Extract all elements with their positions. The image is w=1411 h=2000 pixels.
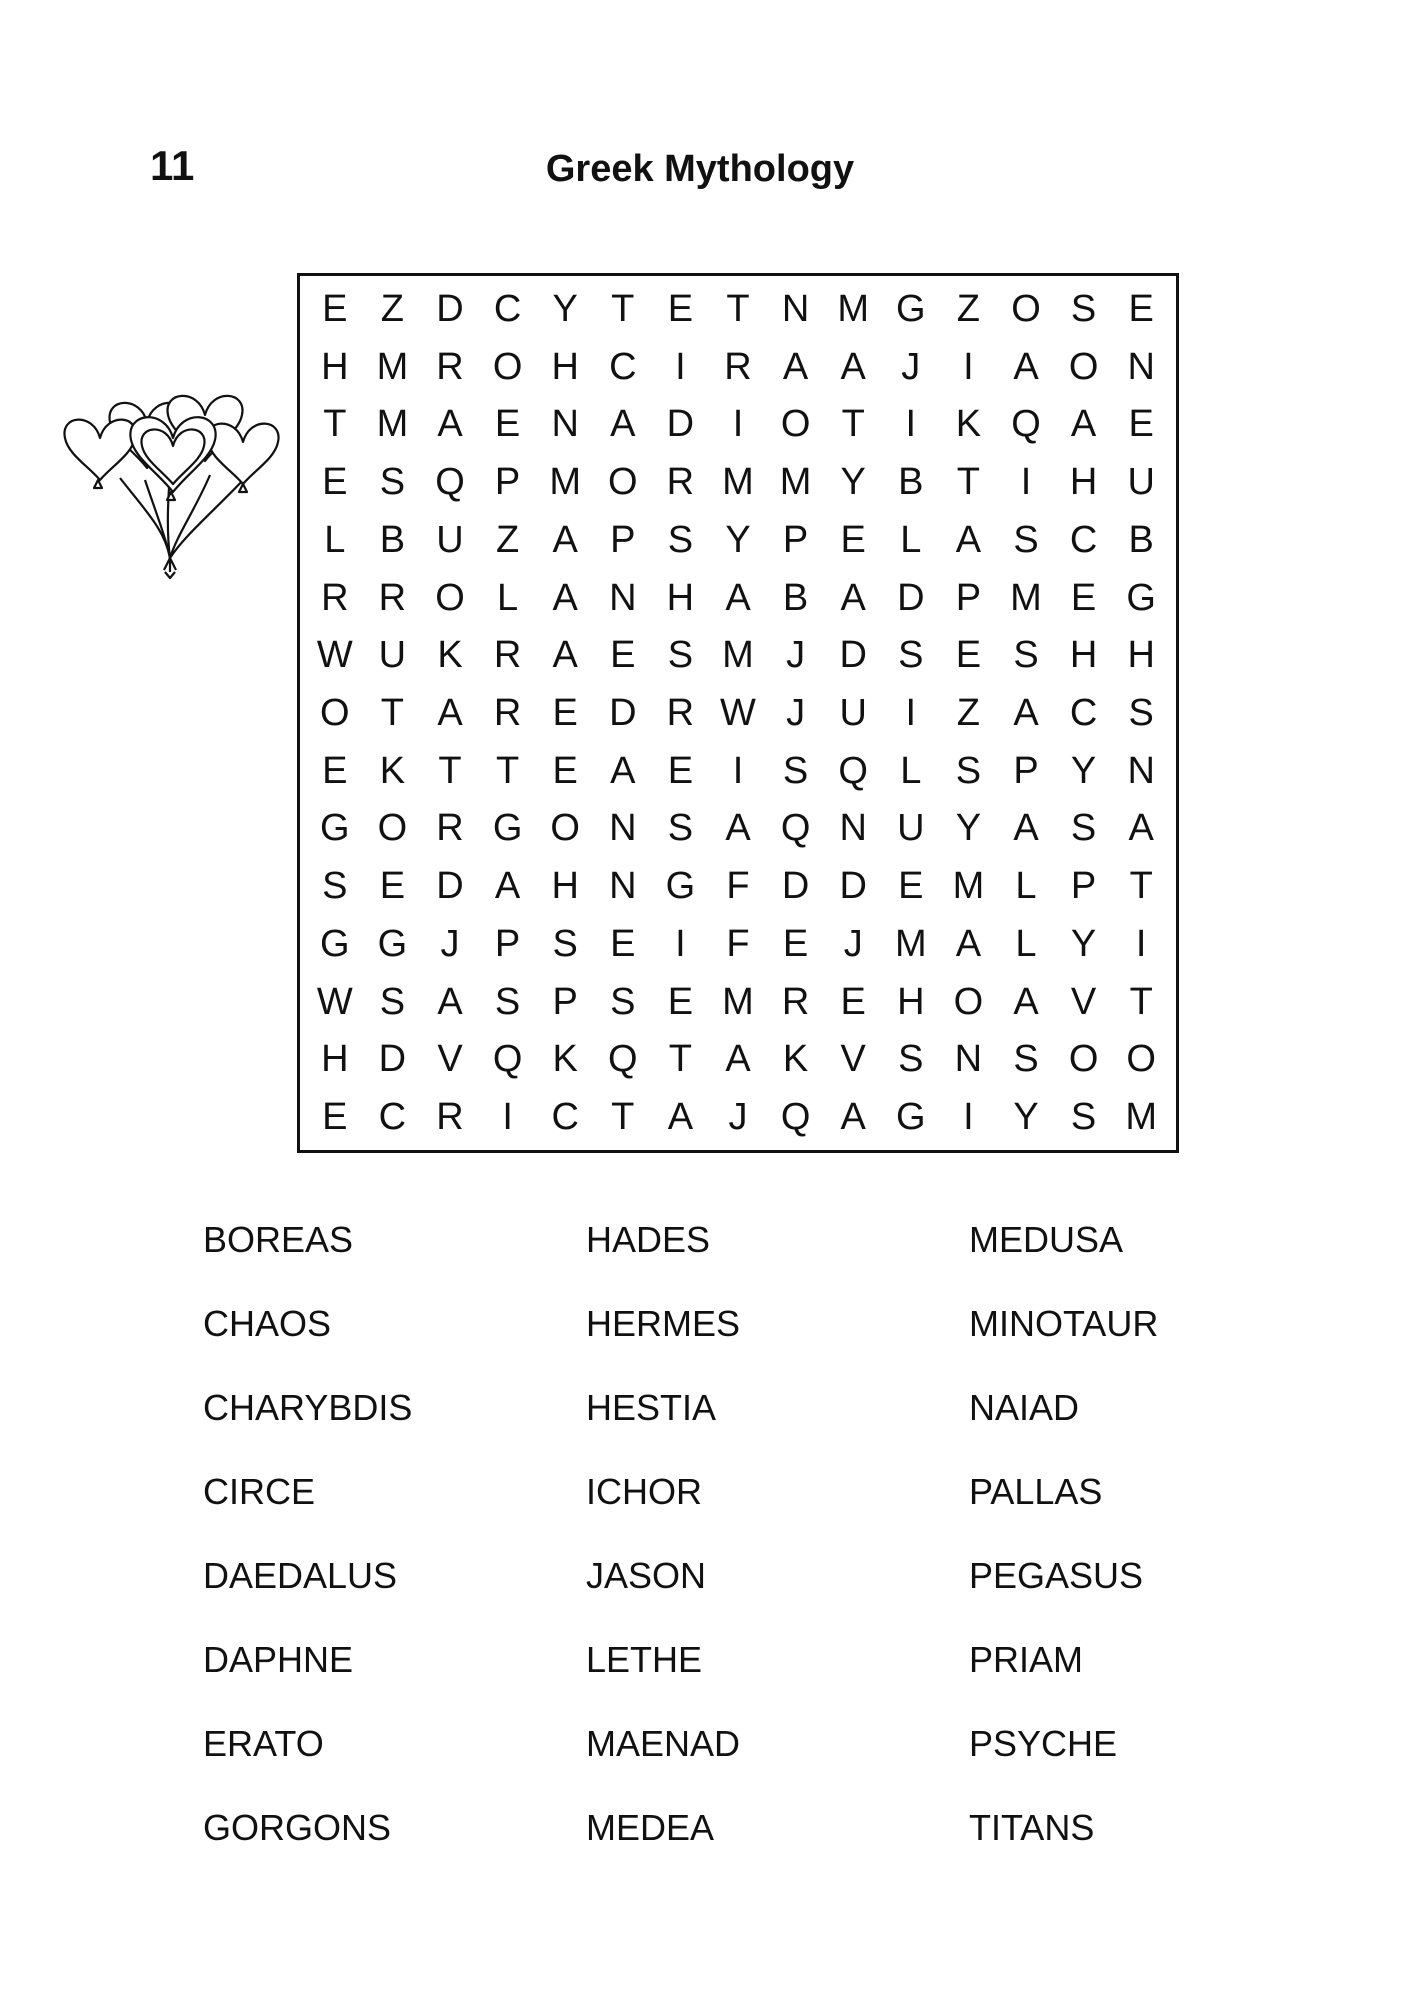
grid-letter: L xyxy=(1015,865,1037,908)
grid-letter: N xyxy=(954,1038,983,1081)
word-list-item: CIRCE xyxy=(203,1471,316,1512)
grid-letter: E xyxy=(1128,287,1154,330)
grid-letter: M xyxy=(837,287,870,330)
grid-letter: O xyxy=(492,345,523,388)
grid-letter: F xyxy=(726,922,750,965)
grid-letter: D xyxy=(839,634,867,677)
grid-letter: J xyxy=(843,922,863,965)
grid-letter: E xyxy=(322,1096,348,1139)
grid-letter: R xyxy=(321,576,349,619)
word-list-item: PRIAM xyxy=(969,1639,1084,1680)
grid-letter: A xyxy=(840,576,866,619)
grid-letter: A xyxy=(725,807,751,850)
word-list-item: PALLAS xyxy=(969,1471,1103,1512)
grid-letter: T xyxy=(956,461,980,504)
word-list-item: NAIAD xyxy=(969,1387,1080,1428)
grid-letter: L xyxy=(1015,922,1037,965)
grid-letter: D xyxy=(609,691,637,734)
grid-letter: E xyxy=(379,865,406,908)
grid-letter: L xyxy=(324,518,346,561)
grid-letter: A xyxy=(1013,345,1039,388)
grid-letter: I xyxy=(905,403,917,446)
grid-letter: B xyxy=(379,518,406,561)
grid-letter: L xyxy=(497,576,519,619)
grid-letter: A xyxy=(1013,691,1039,734)
grid-letter: P xyxy=(494,922,521,965)
grid-letter: E xyxy=(667,980,694,1023)
grid-letter: T xyxy=(668,1038,692,1081)
grid-letter: K xyxy=(552,1038,578,1081)
grid-letter: E xyxy=(552,691,578,734)
grid-letter: T xyxy=(438,749,462,792)
grid-letter: A xyxy=(1013,807,1039,850)
grid-letter: G xyxy=(492,807,523,850)
word-column-2 xyxy=(586,1212,906,1884)
word-list-item: MEDEA xyxy=(586,1807,715,1848)
grid-letter: Z xyxy=(495,518,520,561)
grid-letter: R xyxy=(666,461,695,504)
grid-letter: D xyxy=(781,865,810,908)
grid-letter: R xyxy=(378,576,407,619)
grid-letter: E xyxy=(1070,576,1097,619)
grid-letter: C xyxy=(609,345,637,388)
grid-letter: E xyxy=(322,287,348,330)
grid-letter: B xyxy=(898,461,924,504)
grid-letter: S xyxy=(379,980,406,1023)
grid-letter: A xyxy=(725,576,751,619)
grid-letter: U xyxy=(1127,461,1155,504)
grid-letter: A xyxy=(840,1096,866,1139)
word-list-item: HADES xyxy=(586,1219,711,1260)
grid-letter: I xyxy=(963,1096,974,1139)
word-list xyxy=(203,1212,1203,1852)
grid-letter: I xyxy=(732,403,744,446)
grid-letter: S xyxy=(552,922,578,965)
grid-letter: E xyxy=(552,749,578,792)
word-list-item: PEGASUS xyxy=(969,1555,1144,1596)
grid-letter: A xyxy=(955,518,982,561)
grid-letter: I xyxy=(1020,461,1032,504)
grid-letter: P xyxy=(955,576,982,619)
grid-letter: E xyxy=(322,749,348,792)
grid-letter: S xyxy=(667,518,694,561)
word-list-item: ICHOR xyxy=(586,1471,702,1512)
word-list-item: DAPHNE xyxy=(203,1639,354,1680)
grid-letter: Y xyxy=(840,461,866,504)
grid-letter: O xyxy=(550,807,580,850)
grid-letter: I xyxy=(675,345,686,388)
grid-letter: Q xyxy=(492,1038,523,1081)
grid-letter: R xyxy=(436,807,464,850)
grid-letter: N xyxy=(781,287,810,330)
grid-letter: P xyxy=(1013,749,1039,792)
grid-letter: T xyxy=(611,1096,635,1139)
grid-letter: J xyxy=(786,634,806,677)
grid-letter: A xyxy=(1070,403,1097,446)
grid-letter: M xyxy=(549,461,582,504)
grid-letter: A xyxy=(955,922,982,965)
grid-letter: N xyxy=(609,865,637,908)
grid-letter: C xyxy=(493,287,522,330)
word-list-item: GORGONS xyxy=(203,1807,392,1848)
grid-letter: G xyxy=(896,287,926,330)
grid-letter: H xyxy=(666,576,695,619)
grid-letter: E xyxy=(898,865,924,908)
grid-letter: Z xyxy=(956,691,980,734)
grid-letter: O xyxy=(1068,345,1099,388)
grid-letter: S xyxy=(1070,287,1097,330)
word-list-item: PSYCHE xyxy=(969,1723,1118,1764)
grid-letter: A xyxy=(437,691,463,734)
grid-letter: S xyxy=(1013,518,1039,561)
grid-letter: D xyxy=(378,1038,407,1081)
grid-letter: T xyxy=(380,691,404,734)
grid-letter: M xyxy=(722,980,754,1023)
grid-letter: S xyxy=(322,865,348,908)
grid-letter: H xyxy=(551,865,579,908)
grid-letter: T xyxy=(323,403,347,446)
word-column-1 xyxy=(203,1212,523,1884)
grid-letter: S xyxy=(1070,807,1097,850)
grid-letter: I xyxy=(905,691,917,734)
grid-letter: J xyxy=(440,922,460,965)
grid-letter: T xyxy=(726,287,750,330)
grid-letter: M xyxy=(376,403,409,446)
grid-letter: U xyxy=(839,691,867,734)
page-title: Greek Mythology xyxy=(545,148,855,190)
grid-letter: L xyxy=(900,518,922,561)
page-number: 11 xyxy=(150,142,195,189)
grid-letter: P xyxy=(610,518,636,561)
word-list-item: MINOTAUR xyxy=(969,1303,1159,1344)
grid-letter: S xyxy=(667,807,694,850)
grid-letter: E xyxy=(667,287,694,330)
grid-letter: E xyxy=(494,403,521,446)
grid-letter: A xyxy=(437,980,463,1023)
grid-letter: Q xyxy=(608,1038,638,1081)
grid-letter: Y xyxy=(1013,1096,1039,1139)
grid-letter: S xyxy=(1013,634,1039,677)
grid-letter: K xyxy=(955,403,982,446)
grid-letter: A xyxy=(610,749,636,792)
grid-letter: K xyxy=(782,1038,809,1081)
grid-letter: N xyxy=(839,807,867,850)
grid-letter: V xyxy=(840,1038,866,1081)
grid-letter: A xyxy=(494,865,521,908)
grid-letter: S xyxy=(610,980,636,1023)
grid-letter: R xyxy=(781,980,810,1023)
word-list-item: JASON xyxy=(586,1555,707,1596)
grid-letter: P xyxy=(1070,865,1097,908)
word-list-item: MEDUSA xyxy=(969,1219,1124,1260)
grid-letter: A xyxy=(840,345,866,388)
grid-letter: I xyxy=(1135,922,1147,965)
grid-letter: B xyxy=(782,576,809,619)
grid-letter: T xyxy=(1129,865,1153,908)
grid-letter: C xyxy=(378,1096,407,1139)
grid-letter: M xyxy=(376,345,409,388)
grid-letter: Z xyxy=(380,287,404,330)
grid-letter: V xyxy=(437,1038,463,1081)
grid-letter: J xyxy=(901,345,921,388)
grid-letter: S xyxy=(667,634,694,677)
grid-letter: R xyxy=(724,345,752,388)
grid-letter: B xyxy=(1128,518,1154,561)
grid-letter: R xyxy=(666,691,695,734)
grid-letter: J xyxy=(786,691,806,734)
grid-letter: A xyxy=(1013,980,1039,1023)
grid-letter: T xyxy=(611,287,635,330)
grid-letter: Y xyxy=(1070,922,1097,965)
grid-letter: S xyxy=(1013,1038,1039,1081)
grid-letter: M xyxy=(952,865,985,908)
word-list-item: CHARYBDIS xyxy=(203,1387,413,1428)
grid-letter: M xyxy=(722,461,754,504)
grid-letter: W xyxy=(316,980,353,1023)
grid-letter: U xyxy=(378,634,407,677)
grid-letter: O xyxy=(1011,287,1041,330)
grid-letter: E xyxy=(840,518,866,561)
grid-letter: A xyxy=(667,1096,694,1139)
grid-letter: Z xyxy=(956,287,980,330)
grid-letter: G xyxy=(896,1096,926,1139)
word-column-3 xyxy=(969,1212,1289,1884)
word-list-item: HERMES xyxy=(586,1303,741,1344)
grid-letter: O xyxy=(608,461,638,504)
grid-letter: M xyxy=(1010,576,1042,619)
grid-letter: S xyxy=(379,461,406,504)
grid-letter: C xyxy=(1069,518,1098,561)
grid-letter: I xyxy=(732,749,744,792)
heart-balloons-icon xyxy=(55,360,285,590)
grid-letter: Q xyxy=(1011,403,1041,446)
grid-letter: I xyxy=(675,922,686,965)
grid-letter: Y xyxy=(1070,749,1097,792)
grid-letter: C xyxy=(551,1096,579,1139)
grid-letter: A xyxy=(1128,807,1154,850)
word-list-item: DAEDALUS xyxy=(203,1555,398,1596)
grid-letter: H xyxy=(321,345,349,388)
grid-letter: T xyxy=(1129,980,1153,1023)
grid-letter: G xyxy=(665,865,696,908)
word-list-item: LETHE xyxy=(586,1639,703,1680)
grid-letter: S xyxy=(1128,691,1154,734)
grid-letter: E xyxy=(955,634,982,677)
grid-letter: H xyxy=(1069,461,1098,504)
grid-letter: A xyxy=(725,1038,751,1081)
grid-letter: H xyxy=(551,345,579,388)
grid-letter: K xyxy=(437,634,463,677)
grid-letter: P xyxy=(494,461,521,504)
grid-letter: I xyxy=(502,1096,513,1139)
grid-letter: W xyxy=(316,634,353,677)
grid-letter: E xyxy=(667,749,694,792)
grid-letter: R xyxy=(493,691,522,734)
grid-letter: O xyxy=(435,576,465,619)
grid-letter: H xyxy=(897,980,925,1023)
grid-letter: N xyxy=(1127,749,1155,792)
grid-letter: S xyxy=(782,749,809,792)
grid-letter: O xyxy=(377,807,408,850)
grid-letter: U xyxy=(897,807,925,850)
grid-letter: E xyxy=(782,922,809,965)
grid-letter: M xyxy=(722,634,754,677)
grid-letter: S xyxy=(955,749,982,792)
grid-letter: O xyxy=(1126,1038,1156,1081)
grid-letter: O xyxy=(1068,1038,1099,1081)
grid-letter: D xyxy=(436,865,464,908)
grid-letter: Y xyxy=(725,518,751,561)
grid-letter: E xyxy=(840,980,866,1023)
grid-letter: E xyxy=(1128,403,1154,446)
grid-letter: S xyxy=(898,634,924,677)
grid-letter: R xyxy=(436,345,464,388)
grid-letter: C xyxy=(1069,691,1098,734)
grid-letter: M xyxy=(1125,1096,1158,1139)
grid-letter: N xyxy=(1127,345,1155,388)
word-list-item: BOREAS xyxy=(203,1219,354,1260)
grid-letter: D xyxy=(666,403,695,446)
grid-letter: Q xyxy=(780,1096,811,1139)
grid-letter: A xyxy=(552,634,578,677)
grid-letter: E xyxy=(610,634,636,677)
grid-letter: H xyxy=(1069,634,1098,677)
grid-letter: G xyxy=(320,807,350,850)
grid-letter: A xyxy=(610,403,636,446)
word-list-item: MAENAD xyxy=(586,1723,741,1764)
grid-letter: S xyxy=(898,1038,924,1081)
grid-letter: O xyxy=(780,403,811,446)
grid-letter: M xyxy=(779,461,812,504)
grid-letter: Q xyxy=(780,807,811,850)
grid-letter: Y xyxy=(955,807,982,850)
grid-letter: A xyxy=(552,576,578,619)
grid-letter: N xyxy=(609,576,637,619)
grid-letter: L xyxy=(900,749,922,792)
grid-letter: T xyxy=(841,403,865,446)
grid-letter: T xyxy=(495,749,520,792)
grid-letter: H xyxy=(321,1038,349,1081)
grid-letter: D xyxy=(897,576,925,619)
grid-letter: K xyxy=(379,749,406,792)
word-list-item: HESTIA xyxy=(586,1387,717,1428)
grid-letter: P xyxy=(552,980,578,1023)
grid-letter: E xyxy=(322,461,348,504)
grid-letter: Y xyxy=(552,287,578,330)
grid-letter: Q xyxy=(838,749,868,792)
grid-letter: J xyxy=(728,1096,748,1139)
grid-letter: D xyxy=(839,865,867,908)
word-search-grid xyxy=(297,273,1179,1153)
grid-letter: E xyxy=(610,922,636,965)
grid-letter: A xyxy=(552,518,578,561)
grid-letter: G xyxy=(1126,576,1156,619)
grid-letter: P xyxy=(782,518,809,561)
grid-letter: R xyxy=(493,634,522,677)
grid-letter: F xyxy=(726,865,750,908)
grid-letter: A xyxy=(437,403,463,446)
grid-letter: O xyxy=(953,980,984,1023)
word-list-item: ERATO xyxy=(203,1723,324,1764)
grid-letter: V xyxy=(1070,980,1097,1023)
grid-letter: N xyxy=(551,403,579,446)
word-list-item: TITANS xyxy=(969,1807,1095,1848)
grid-letter: S xyxy=(1070,1096,1097,1139)
grid-letter: R xyxy=(436,1096,464,1139)
grid-letter: Q xyxy=(435,461,465,504)
grid-letter: W xyxy=(720,691,756,734)
word-list-item: CHAOS xyxy=(203,1303,332,1344)
grid-letter: S xyxy=(494,980,521,1023)
grid-letter: U xyxy=(436,518,464,561)
grid-letter: M xyxy=(894,922,927,965)
grid-letter: D xyxy=(436,287,464,330)
grid-letter: A xyxy=(782,345,809,388)
grid-letter: G xyxy=(377,922,408,965)
grid-letter: O xyxy=(320,691,350,734)
grid-letter: H xyxy=(1127,634,1155,677)
grid-letter: G xyxy=(320,922,350,965)
grid-letter: I xyxy=(963,345,974,388)
grid-letter: N xyxy=(609,807,637,850)
